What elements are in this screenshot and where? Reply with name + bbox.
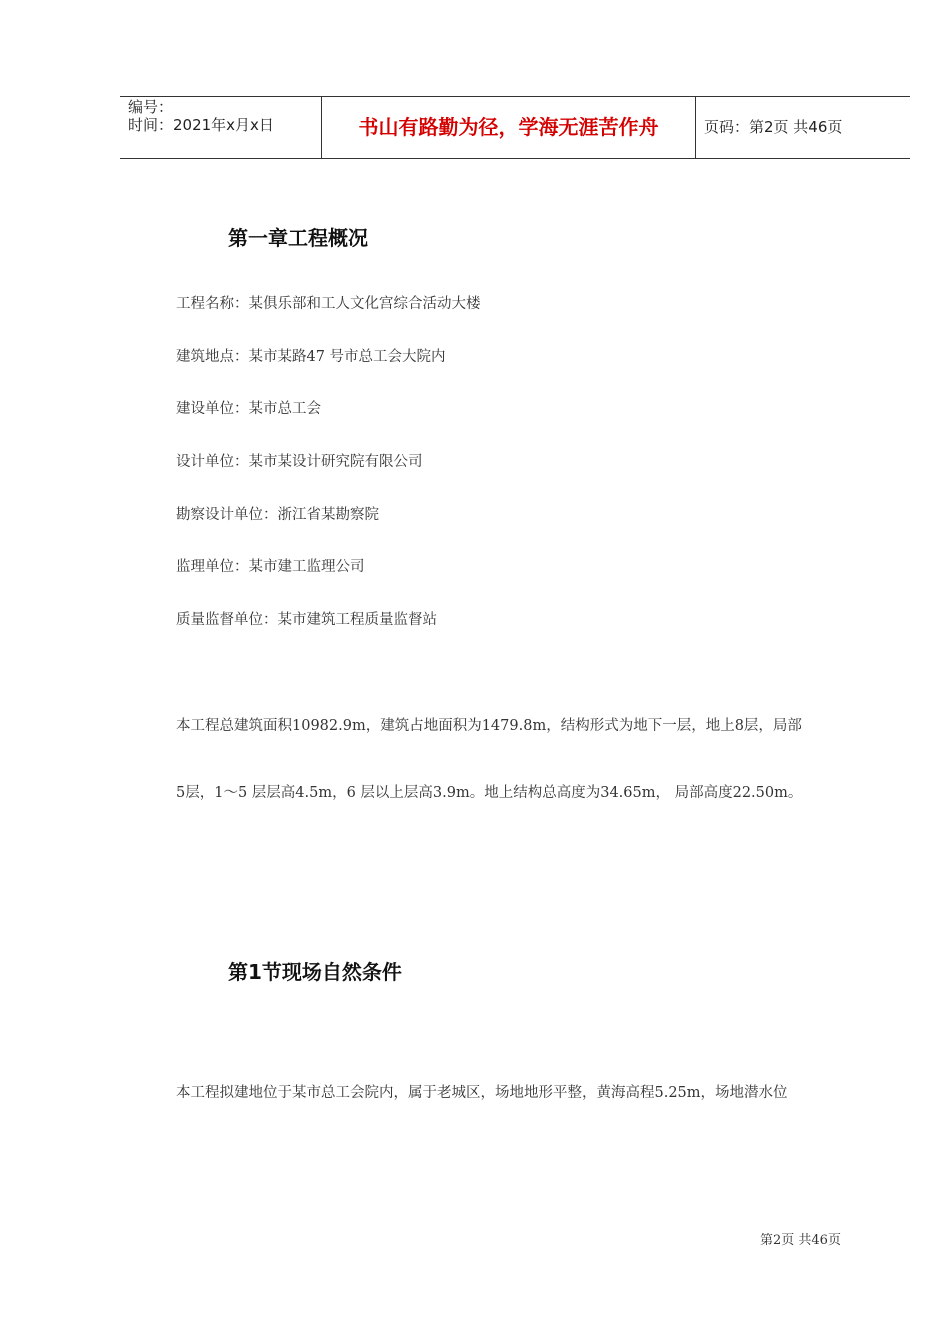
site-conditions-line1: 本工程拟建地位于某市总工会院内，属于老城区，场地地形平整，黄海高程5.25m，场地潜水位 (176, 1085, 788, 1101)
footer-page-number: 第2页 共46页 (760, 1233, 841, 1248)
project-name: 工程名称：某俱乐部和工人文化宫综合活动大楼 (176, 296, 481, 312)
project-description-line1: 本工程总建筑面积10982.9m，建筑占地面积为1479.8m，结构形式为地下一层，地上8层，局部 (176, 718, 802, 734)
project-description-line2: 5层，1～5 层层高4.5m，6 层以上层高3.9m。地上结构总高度为34.65m， 局部高度22.50m。 (176, 785, 803, 801)
survey-unit: 勘察设计单位：浙江省某勘察院 (176, 507, 379, 523)
section-title: 第1节现场自然条件 (228, 960, 402, 984)
motto-text: 书山有路勤为径，学海无涯苦作舟 (358, 115, 659, 139)
header-info-cell (120, 97, 321, 158)
quality-supervision-unit: 质量监督单位：某市建筑工程质量监督站 (176, 612, 437, 628)
header-motto-cell (321, 97, 696, 158)
chapter-title: 第一章工程概况 (228, 226, 368, 250)
time-label: 时间：2021年x月x日 (128, 116, 274, 134)
header-page-number: 页码：第2页 共46页 (704, 118, 843, 136)
project-location: 建筑地点：某市某路47 号市总工会大院内 (176, 349, 446, 365)
supervision-unit: 监理单位：某市建工监理公司 (176, 559, 365, 575)
construction-unit: 建设单位：某市总工会 (176, 401, 321, 417)
header-page-cell (695, 97, 910, 158)
design-unit: 设计单位：某市某设计研究院有限公司 (176, 454, 423, 470)
code-label: 编号： (128, 98, 174, 116)
header-table (120, 96, 910, 159)
